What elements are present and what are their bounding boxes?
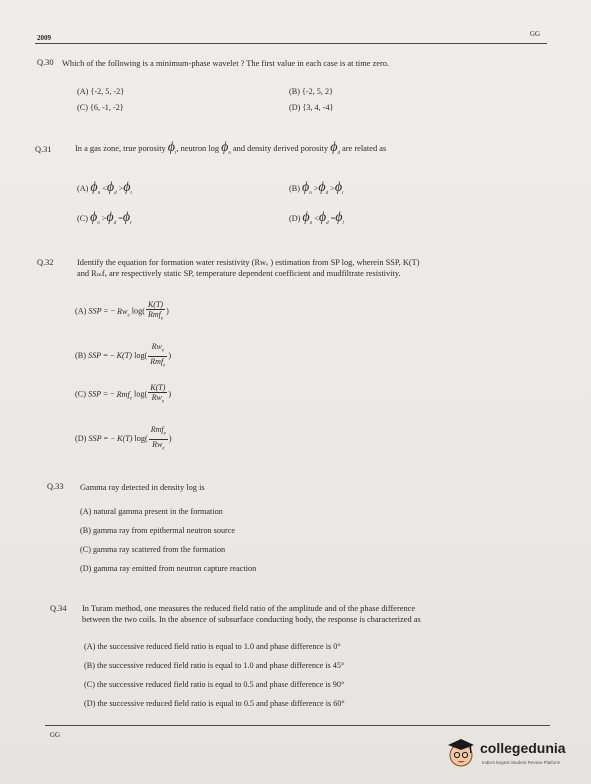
q32-label-c: (C) [75, 389, 86, 399]
q34-option-a: (A) the successive reduced field ratio is equal to 1.0 and phase difference is 0° [84, 642, 341, 651]
q31-text-c: and density derived porosity [232, 144, 329, 153]
q30-option-b: (B) {-2, 5, 2} [289, 87, 334, 96]
q32-option-a: (A) SSP = − $Rw_e$ log( $\frac{K(T)}{Rmf_e}$ ) [75, 300, 169, 322]
q30-option-d: (D) {3, 4, -4} [289, 103, 334, 112]
q31-option-d: (D) $\phi_n <\phi_d =\phi_t$ [289, 210, 344, 226]
question-number-34: Q.34 [50, 604, 67, 613]
q34-option-b: (B) the successive reduced field ratio is equal to 1.0 and phase difference is 45° [84, 661, 345, 670]
q33-option-a: (A) natural gamma present in the formation [80, 507, 223, 516]
question-text-30: Which of the following is a minimum-phase wavelet ? The first value in each case is at time zero. [62, 59, 390, 68]
q30-option-c: (C) {6, -1, -2} [77, 103, 124, 112]
q31-option-c: (C) $\phi_n >\phi_d =\phi_t$ [77, 210, 132, 226]
header-year: 2009 [37, 34, 51, 42]
mascot-icon [446, 736, 476, 770]
phi-density-symbol: $\phi_d$ [330, 140, 340, 156]
q34-option-d: (D) the successive reduced field ratio is equal to 0.5 and phase difference is 60° [84, 699, 345, 708]
q32-option-c: (C) SSP = − Rmf$_e$ log( $\frac{K(T)}{Rw_e}$ ) [75, 383, 172, 405]
q32-label-d: (D) [75, 433, 87, 443]
header-code: GG [530, 30, 541, 38]
q31-label-c: (C) [77, 214, 88, 223]
question-text-33: Gamma ray detected in density log is [80, 483, 205, 492]
q33-option-d: (D) gamma ray emitted from neutron capture reaction [80, 564, 257, 573]
question-number-33: Q.33 [47, 482, 64, 491]
footer-code: GG [50, 731, 61, 739]
phi-true-symbol: $\phi_t$ [167, 140, 177, 156]
q33-option-b: (B) gamma ray from epithermal neutron source [80, 526, 236, 535]
q32-option-b: (B) SSP = − K(T) log( $\frac{Rw_e}{Rmf_e}$ ) [75, 342, 172, 369]
phi-neutron-symbol: $\phi_n$ [221, 140, 231, 156]
question-text-32-line2: and Rₘfₑ are respectively static SP, temperature dependent coefficient and mudfiltrate resistivity. [77, 269, 401, 278]
question-number-30: Q.30 [37, 58, 54, 67]
q31-text-a: In a gas zone, true porosity [75, 144, 166, 153]
question-number-32: Q.32 [37, 258, 54, 267]
q32-label-a: (A) [75, 306, 87, 316]
q30-option-a: (A) {-2, 5, -2} [77, 87, 125, 96]
header-rule [35, 43, 547, 44]
q33-option-c: (C) gamma ray scattered from the formation [80, 545, 226, 554]
q31-option-a: (A) $\phi_n <\phi_d >\phi_t$ [77, 180, 132, 196]
q31-text-d: are related as [342, 144, 387, 153]
question-text-34-line2: between the two coils. In the absence of subsurface conducting body, the response is characterized as [82, 615, 421, 624]
question-number-31: Q.31 [35, 145, 52, 154]
q31-label-b: (B) [289, 184, 300, 193]
logo-tagline: India's largest Student Review Platform [482, 760, 561, 765]
collegedunia-logo [446, 736, 576, 778]
question-text-32-line1: Identify the equation for formation water resistivity (Rwₑ ) estimation from SP log, wherein SSP, K(T) [77, 258, 420, 267]
question-text-34-line1: In Turam method, one measures the reduced field ratio of the amplitude and of the phase difference [82, 604, 416, 613]
q31-text-b: , neutron log [176, 144, 220, 153]
q32-label-b: (B) [75, 350, 86, 360]
q31-option-b: (B) $\phi_n >\phi_d >\phi_t$ [289, 180, 344, 196]
q31-label-d: (D) [289, 214, 301, 223]
q34-option-c: (C) the successive reduced field ratio is equal to 0.5 and phase difference is 90° [84, 680, 345, 689]
q32-option-d: (D) SSP = − K(T) log( $\frac{Rmf_e}{Rw_e}$ ) [75, 425, 172, 452]
question-text-31 [75, 142, 545, 159]
q31-label-a: (A) [77, 184, 89, 193]
logo-brand: collegedunia [480, 740, 566, 756]
footer-rule [45, 725, 550, 726]
